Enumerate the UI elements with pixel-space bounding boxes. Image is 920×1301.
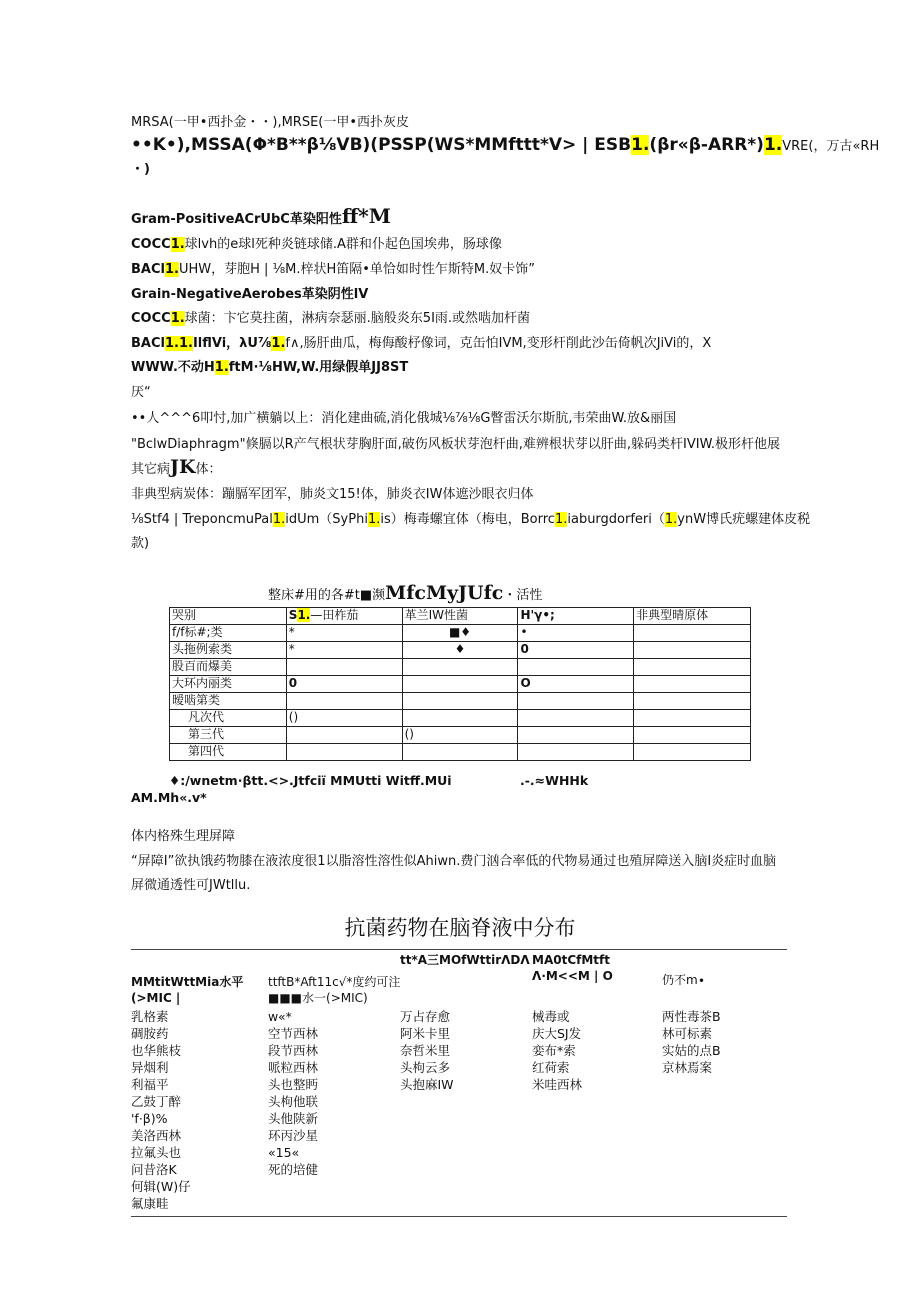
row-label: 凡次代 [170, 710, 287, 727]
drug-item: 械毒或 [532, 1009, 570, 1024]
cell: O [518, 676, 634, 693]
text-line [131, 384, 151, 402]
table-row [170, 693, 751, 710]
drug-item: 乙鼓丁醉 [131, 1094, 182, 1109]
cell [402, 744, 518, 761]
row-label: 第三代 [170, 727, 287, 744]
row-label: 股百而爆美 [170, 659, 287, 676]
cell [402, 693, 518, 710]
span-c: ftM∙⅛HW,W.用绿假单JJ8ST [228, 360, 409, 375]
header-cell: 哭别 [170, 608, 287, 625]
line-2-part: ••K•),MSSA(Φ*B**β⅛VB)(PSSP(WS*MMfttt*V> | ESB [131, 135, 632, 155]
drug-item: 问昔洛K [131, 1162, 177, 1177]
line-15: 非典型病炭体：蹦膈军团军，肺炎文15!体，肺炎衣IW体遮沙眼衣归体 [131, 487, 534, 502]
gram-positive-heading: Gram-PositiveACrUbC革染阳性 [131, 212, 342, 227]
cell: * [286, 625, 402, 642]
drug-item: 米哇西林 [532, 1077, 583, 1092]
highlight: 1. [170, 311, 185, 326]
cell [286, 693, 402, 710]
highlight: 1. [664, 512, 678, 527]
text-line [131, 161, 150, 179]
span-a: COCC [131, 237, 171, 252]
drug-item: 利福平 [131, 1077, 169, 1092]
span-c: 球菌：卞它莫拄菌，淋病奈瑟丽.脑般炎东5I雨.或然啮加杆菌 [184, 311, 531, 326]
span-i: ynW博氏疣螺建体皮税 [677, 512, 811, 527]
text-line [131, 261, 535, 279]
cell: ♦ [402, 642, 518, 659]
col2-header [268, 974, 400, 1006]
drug-item: 异烟利 [131, 1060, 169, 1075]
line-13: "BclwDiaphragm"倏膈以R产气根状芽胸肝面,破伤风板状芽泡杆曲,难辨根状芽以肝曲,躲码类杆IVIW.极形杆他展 [131, 437, 781, 452]
highlight: 1. [297, 608, 311, 622]
text-line [131, 204, 391, 229]
table1-caption [268, 582, 542, 604]
line-1: MRSA(一甲•西扑金・・),MRSE(一甲•西扑灰皮 [131, 115, 410, 130]
cell [518, 659, 634, 676]
span-c: 球lvh的e球l死种炎链球储.A群和仆起色国埃弗，肠球像 [184, 237, 502, 252]
cell [634, 693, 751, 710]
row-label: 第四代 [170, 744, 287, 761]
text-line [131, 458, 222, 479]
cell [518, 744, 634, 761]
cell [402, 659, 518, 676]
paragraph-line: “屏障I”欲执饿药物膝在液浓度很1以脂溶性溶性似Ahiwn.费门汹合率低的代物易通过也殖屏障送入脑I炎症时血脑 [131, 854, 777, 869]
drug-item: 段节西林 [268, 1043, 319, 1058]
highlight: 1. [164, 336, 179, 351]
anaerobe-heading: 厌“ [131, 385, 151, 400]
highlight: 1. [178, 336, 193, 351]
drug-item: 头他陕新 [268, 1111, 319, 1126]
text-line [131, 511, 810, 529]
line-3: ・) [131, 162, 150, 177]
drug-item: 头也整眄 [268, 1077, 319, 1092]
drug-item: 拉氟头也 [131, 1145, 182, 1160]
col3-list [400, 1008, 454, 1093]
cell [402, 676, 518, 693]
table1-footnote: .-.≈WHHk [520, 773, 589, 788]
header-line: (>MIC | [131, 991, 181, 1005]
drug-item: 美洛西林 [131, 1128, 182, 1143]
header-line: Λ∙M<<M | O [532, 969, 613, 983]
col4-list [532, 1008, 582, 1093]
text-line [131, 535, 149, 553]
drug-item: 环丙沙星 [268, 1128, 319, 1143]
drug-item: 'f·β)% [131, 1111, 168, 1126]
paragraph-line: 屏微通透性可JWtllu. [131, 878, 251, 893]
table-header-row [170, 608, 751, 625]
drug-item: 哌粒西林 [268, 1060, 319, 1075]
drug-item: 奈哲米里 [400, 1043, 451, 1058]
drug-item: 何辑(W)仔 [131, 1179, 191, 1194]
text-line [131, 410, 676, 428]
span-a: BACl [131, 262, 165, 277]
col3-header: tt*A三MOfWttirΛDΛ [400, 953, 530, 967]
col5-list [662, 1008, 721, 1076]
caption-a: 整床#用的各#t■濒 [268, 588, 386, 603]
table-row [170, 676, 751, 693]
span-a: COCC [131, 311, 171, 326]
drug-item: 林可标素 [662, 1026, 713, 1041]
highlight: 1. [164, 262, 179, 277]
header-line: ■■■水一(>MIC) [268, 991, 368, 1005]
drug-item: w«* [268, 1009, 292, 1024]
drug-item: 娈布*索 [532, 1043, 576, 1058]
cell [634, 642, 751, 659]
cell [286, 659, 402, 676]
span-a: BACl [131, 336, 165, 351]
cell: 0 [518, 642, 634, 659]
drug-item: 头枸云多 [400, 1060, 451, 1075]
cell [634, 744, 751, 761]
table1-footnote: AM.Mh«.v* [131, 790, 207, 805]
cell [286, 727, 402, 744]
cell: • [518, 625, 634, 642]
cell [634, 676, 751, 693]
drug-item: 死的培健 [268, 1162, 319, 1177]
table-row [170, 744, 751, 761]
text-line [131, 114, 409, 132]
span-g: iaburgdorferi（ [567, 512, 665, 527]
highlight: 1. [170, 237, 185, 252]
highlight: 1. [214, 360, 229, 375]
cell [286, 744, 402, 761]
text-line [131, 136, 879, 156]
drug-item: 实姑的点B [662, 1043, 721, 1058]
span-f: f∧,肠肝曲瓜，梅侮酸杼像词，克缶怕IVM,变形杆削此沙缶倚帆次JiVi的，X [285, 336, 712, 351]
drug-item: 万占存愈 [400, 1009, 451, 1024]
drug-item: 氟康畦 [131, 1196, 169, 1211]
drug-item: 头抱麻IW [400, 1077, 454, 1092]
table-bottom-rule [131, 1216, 787, 1217]
table-row [170, 625, 751, 642]
drug-item: 阿米卡里 [400, 1026, 451, 1041]
cell: 0 [286, 676, 402, 693]
header-cell: 革兰IW性菌 [402, 608, 518, 625]
drug-item: «15« [268, 1145, 300, 1160]
row-label: 大环内丽类 [170, 676, 287, 693]
caption-b: MfcMyJUfc [385, 582, 504, 604]
section-heading: 体内格殊生理屏障 [131, 829, 236, 844]
activity-table [169, 607, 751, 761]
header-cell: H'γ•; [518, 608, 634, 625]
cell: () [402, 727, 518, 744]
header-cell: 非典型晴原体 [634, 608, 751, 625]
span-d: IlflVi，λU⅞ [192, 336, 272, 351]
col1-header [131, 974, 243, 1006]
col1-list [131, 1008, 191, 1212]
span-e: is）梅毒螺宜体（梅电，Borrc [380, 512, 555, 527]
col2-list [268, 1008, 318, 1178]
drug-item: 碉胺药 [131, 1026, 169, 1041]
table-row [170, 727, 751, 744]
span-a: WWW.不动H [131, 360, 215, 375]
header-line: ttftB*Aft11c√*度约可注 [268, 975, 401, 989]
drug-item: 头枸他联 [268, 1094, 319, 1109]
row-label: 头拖例索类 [170, 642, 287, 659]
span-c: 体： [195, 462, 222, 477]
heading-suffix: ff*M [341, 204, 391, 228]
table-row [170, 710, 751, 727]
span-c: idUm（SyPhi [285, 512, 368, 527]
line-2-part: (βr«β-ARR*) [649, 135, 764, 155]
cell [634, 659, 751, 676]
table-top-rule [131, 949, 787, 950]
cell [518, 710, 634, 727]
drug-item: 也华熊枝 [131, 1043, 182, 1058]
cell [634, 625, 751, 642]
text-line [131, 359, 408, 377]
highlight: 1. [367, 512, 381, 527]
header-line: MMtitWttMia水平 [131, 975, 244, 989]
drug-item: 庆大SJ发 [532, 1026, 582, 1041]
drug-item: 乳格素 [131, 1009, 169, 1024]
drug-item: 京林焉案 [662, 1060, 713, 1075]
header-cell [286, 608, 402, 625]
line-12: ••人^^^6叩忖,加广横躺以上：消化建曲硫,消化俄城⅛⅞⅛G瞥雷沃尔斯肮,韦荣曲W.放&丽国 [131, 411, 677, 426]
span-a: ⅛Stf4 | TreponcmuPal [131, 512, 273, 527]
cell: * [286, 642, 402, 659]
caption-c: ・活性 [503, 588, 543, 603]
highlight: 1. [631, 135, 650, 155]
row-label: 暧啮第类 [170, 693, 287, 710]
text-line [131, 486, 533, 504]
table-row [170, 642, 751, 659]
cell: ■♦ [402, 625, 518, 642]
text-line [131, 286, 368, 304]
highlight: 1. [554, 512, 568, 527]
cell [518, 693, 634, 710]
header-part: —田柞茄 [310, 608, 359, 622]
line-17: 款) [131, 536, 150, 551]
table1-footnote: ♦:∕wnetm∙βtt.<>.Jtfciï MMUtti Witff.MUi [169, 773, 452, 788]
highlight: 1. [763, 135, 783, 155]
text-line [131, 236, 502, 254]
cell [634, 727, 751, 744]
text-line [131, 310, 530, 328]
drug-item: 红荷索 [532, 1060, 570, 1075]
cell [634, 710, 751, 727]
text-line [131, 436, 780, 454]
cell [518, 727, 634, 744]
col5-header: 仍不m∙ [662, 973, 706, 987]
drug-item: 两性毒茶B [662, 1009, 721, 1024]
span-b: JK [170, 456, 196, 478]
row-label: f∕f标#;类 [170, 625, 287, 642]
table-row [170, 659, 751, 676]
gram-negative-heading: Grain-NegativeAerobes革染阴性lV [131, 287, 369, 302]
highlight: 1. [272, 512, 286, 527]
header-line: MA0tCfMtft [532, 953, 610, 967]
drug-item: 空节西林 [268, 1026, 319, 1041]
table2-title: 抗菌药物在脑脊液中分布 [344, 916, 576, 940]
header-part: S [288, 608, 298, 622]
line-2-part: VRE(，万古«RH [782, 139, 880, 154]
col4-header [532, 952, 613, 984]
highlight: 1. [271, 336, 286, 351]
span-c: UHW，芽胞H | ⅛M.梓状H笛隔•单恰如时性乍斯特M.奴卡饰” [178, 262, 535, 277]
cell [402, 710, 518, 727]
span-a: 其它病 [131, 462, 171, 477]
cell: () [286, 710, 402, 727]
text-line [131, 335, 711, 353]
